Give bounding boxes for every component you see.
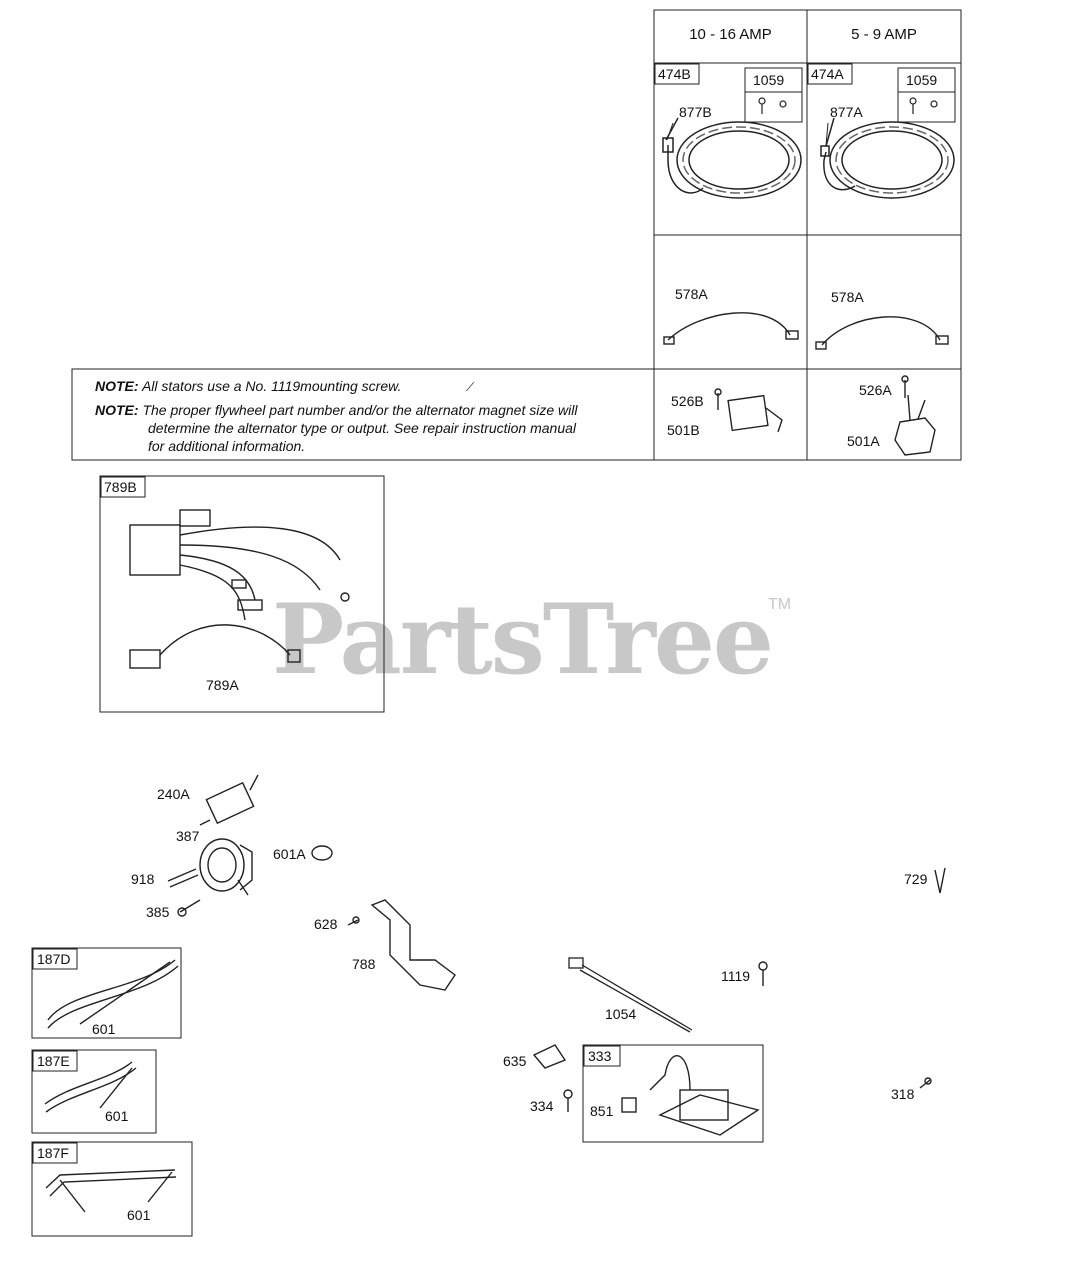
box-label-187E: 187E	[37, 1053, 70, 1069]
note-prefix-1: NOTE:	[95, 378, 139, 394]
note-2	[95, 401, 577, 419]
part-601-187F: 601	[127, 1207, 151, 1223]
harness-789	[130, 510, 349, 668]
box-label-474A: 474A	[811, 66, 844, 82]
part-501B: 501B	[667, 422, 700, 438]
part-789A: 789A	[206, 677, 239, 693]
box-label-474B: 474B	[658, 66, 691, 82]
bracket-788	[372, 900, 455, 990]
part-526A: 526A	[859, 382, 892, 398]
part-1054: 1054	[605, 1006, 637, 1022]
col-header-10-16-amp: 10 - 16 AMP	[689, 26, 772, 43]
box-label-333: 333	[588, 1048, 612, 1064]
box-label-1059-a: 1059	[753, 72, 785, 88]
part-628: 628	[314, 916, 338, 932]
col-header-5-9-amp: 5 - 9 AMP	[851, 26, 917, 43]
part-851: 851	[590, 1103, 614, 1119]
part-601-187D: 601	[92, 1021, 116, 1037]
part-788: 788	[352, 956, 376, 972]
part-387: 387	[176, 828, 200, 844]
part-578A-left: 578A	[675, 286, 708, 302]
watermark-trademark: TM	[768, 596, 792, 613]
part-501A: 501A	[847, 433, 880, 449]
fuel-filter	[200, 775, 258, 825]
part-385: 385	[146, 904, 170, 920]
note-prefix-2: NOTE:	[95, 402, 139, 418]
part-318: 318	[891, 1086, 915, 1102]
part-601-187E: 601	[105, 1108, 129, 1124]
part-877B: 877B	[679, 104, 712, 120]
screw-icon: ⟋	[466, 380, 475, 394]
box-label-187F: 187F	[37, 1145, 69, 1161]
note-1	[95, 377, 401, 395]
fuel-lines	[45, 960, 178, 1212]
part-334: 334	[530, 1098, 554, 1114]
ignition-coil	[650, 1056, 758, 1135]
part-240A: 240A	[157, 786, 190, 802]
stator-10-16-amp	[663, 118, 801, 198]
box-label-187D: 187D	[37, 951, 71, 967]
part-729: 729	[904, 871, 928, 887]
regulator-501A	[895, 376, 935, 455]
note-2c: for additional information.	[148, 438, 306, 454]
fuel-pump	[200, 839, 252, 895]
part-578A-right: 578A	[831, 289, 864, 305]
part-877A: 877A	[830, 104, 863, 120]
part-918: 918	[131, 871, 155, 887]
watermark: PartsTree	[272, 583, 772, 696]
wire-578A	[664, 313, 948, 349]
regulator-501B	[715, 389, 782, 432]
note-line-2a: The proper flywheel part number and/or the alternator magnet size will	[142, 402, 578, 418]
part-635: 635	[503, 1053, 527, 1069]
box-label-1059-b: 1059	[906, 72, 938, 88]
box-label-789B: 789B	[104, 479, 137, 495]
note-2b: determine the alternator type or output. See repair instruction manual	[148, 420, 577, 436]
part-601A: 601A	[273, 846, 306, 862]
stator-5-9-amp	[821, 118, 954, 198]
note-line-1: All stators use a No. 1119mounting screw.	[141, 378, 402, 394]
part-1119: 1119	[721, 968, 751, 984]
part-526B: 526B	[671, 393, 704, 409]
